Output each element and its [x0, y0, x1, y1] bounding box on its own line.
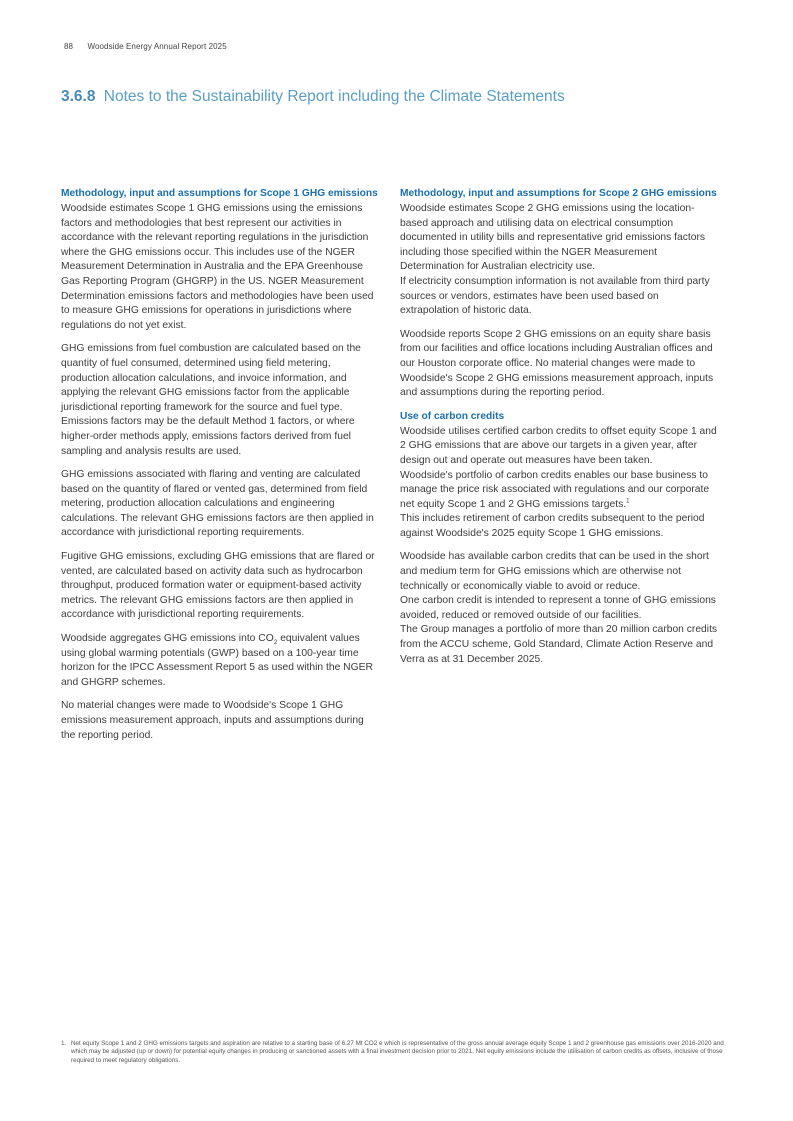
section-number: 3.6.8	[61, 88, 96, 105]
section-title	[61, 88, 565, 106]
footnote-ref-1: 1	[626, 498, 630, 505]
p5-text-pre: Woodside aggregates GHG emissions into CO	[61, 633, 274, 645]
carbon-paragraph-1: Woodside utilises certified carbon credits to offset equity Scope 1 and 2 GHG emissions that are above our targets in a given year, after design out and operate out measures have been taken.	[400, 425, 717, 466]
scope1-paragraph-3: GHG emissions associated with flaring and venting are calculated based on the quantity of flared or vented gas, determined from field metering, production allocation calculations and engineering calculations. The relevant GHG emissions factors are then applied in accordance with jurisdictional reporting requirements.	[61, 469, 374, 539]
page-header	[64, 42, 227, 51]
left-column	[61, 187, 379, 752]
carbon-paragraph-5: One carbon credit is intended to represent a tonne of GHG emissions avoided, reduced or removed outside of our facilities.	[400, 595, 716, 621]
carbon-credits-heading: Use of carbon credits	[400, 410, 505, 422]
footnote	[61, 1040, 731, 1065]
scope2-paragraph-1: Woodside estimates Scope 2 GHG emissions using the location-based approach and utilising data on electrical consumption documented in utility bills and representative grid emissions factors including those specified within the NGER Measurement Determination for Australian electricity use.	[400, 203, 706, 273]
carbon-paragraph-2	[400, 469, 718, 513]
report-title: Woodside Energy Annual Report 2025	[87, 42, 227, 51]
section-title-text: Notes to the Sustainability Report including the Climate Statements	[103, 88, 565, 105]
scope1-paragraph-1: Woodside estimates Scope 1 GHG emissions using the emissions factors and methodologies that best represent our activities in accordance with the relevant reporting regulations in the jurisdiction where the GHG emissions occur. This includes use of the NGER Measurement Determination in Australia and the EPA Greenhouse Gas Reporting Program (GHGRP) in the US. NGER Measurement Determination emissions factors and methodologies have been used to measure GHG emissions for operations in jurisdictions where regulations do not yet exist.	[61, 203, 374, 331]
p5-text-post: equivalent values using global warming potentials (GWP) based on a 100-year time horizon for the IPCC Assessment Report 5 as used within the NGER and GHGRP schemes.	[61, 633, 373, 688]
scope1-paragraph-6: No material changes were made to Woodside's Scope 1 GHG emissions measurement approach, inputs and assumptions during the reporting period.	[61, 700, 364, 741]
scope2-paragraph-2: If electricity consumption information is not available from third party sources or vendors, estimates have been used based on extrapolation of historic data.	[400, 275, 710, 317]
footnote-number: 1.	[61, 1040, 67, 1047]
scope1-paragraph-5	[61, 632, 379, 690]
scope1-paragraph-2: GHG emissions from fuel combustion are calculated based on the quantity of fuel consumed, determined using field metering, production allocation calculations, and invoice information, and applying the relevant GHG emissions factor from the applicable jurisdictional reporting framework for the source and fuel type. Emissions factors may be the default Method 1 factors, or where higher-order methods apply, emissions factors derived from fuel sampling and analysis results are used.	[61, 343, 361, 457]
carbon-paragraph-3: This includes retirement of carbon credits subsequent to the period against Woodside's 2025 equity Scope 1 GHG emissions.	[400, 513, 705, 539]
scope2-heading: Methodology, input and assumptions for Scope 2 GHG emissions	[400, 188, 717, 199]
carbon-p2-text: Woodside's portfolio of carbon credits enables our base business to manage the price risk associated with regulations and our corporate net equity Scope 1 and 2 GHG emissions targets.	[400, 469, 710, 510]
carbon-paragraph-6: The Group manages a portfolio of more than 20 million carbon credits from the ACCU scheme, Gold Standard, Climate Action Reserve and Verra as at 31 December 2025.	[400, 624, 718, 665]
right-column	[400, 187, 718, 676]
scope2-paragraph-3: Woodside reports Scope 2 GHG emissions on an equity share basis from our facilities and office locations including Australian offices and our Houston corporate office. No material changes were made to Woodside's Scope 2 GHG emissions measurement approach, inputs and assumptions during the reporting period.	[400, 328, 714, 399]
scope1-paragraph-4: Fugitive GHG emissions, excluding GHG emissions that are flared or vented, are calculated based on activity data such as hydrocarbon throughput, produced formation water or equipment-based activity metrics. The relevant GHG emissions factors are then applied in accordance with jurisdictional reporting requirements.	[61, 551, 375, 621]
co2-subscript: 2	[273, 639, 278, 647]
footnote-text: Net equity Scope 1 and 2 GHG emissions targets and aspiration are relative to a starting base of 6.27 Mt CO2 e which is representative of the gross annual average equity Scope 1 and 2 greenhouse gas emissions over 2016-2020 and which may be adjusted (up or down) for potential equity changes in producing or sanctioned assets with a final investment decision prior to 2021. Net equity emissions include the utilisation of carbon credits as offsets, inclusive of those required to meet regulatory obligations.	[71, 1040, 724, 1064]
page-number: 88	[64, 42, 74, 51]
scope1-heading: Methodology, input and assumptions for Scope 1 GHG emissions	[61, 188, 378, 199]
carbon-paragraph-4: Woodside has available carbon credits that can be used in the short and medium term for GHG emissions which are otherwise not technically or economically viable to avoid or reduce.	[400, 551, 709, 592]
